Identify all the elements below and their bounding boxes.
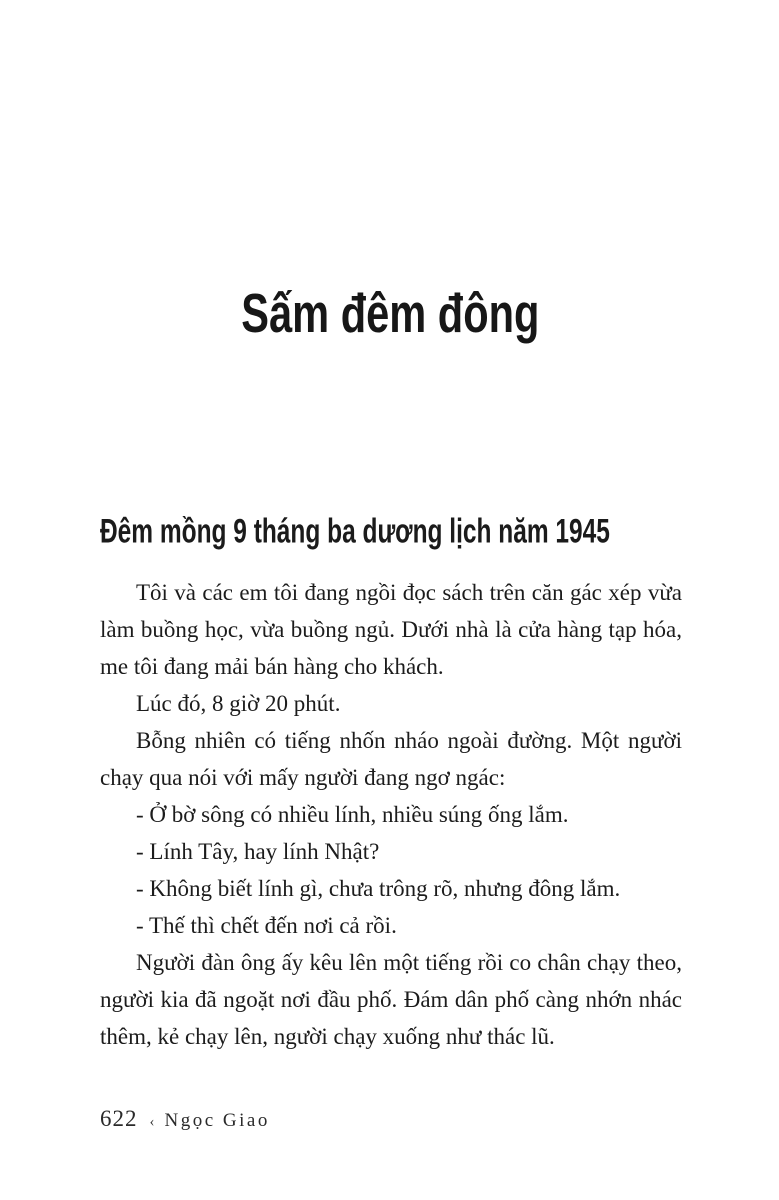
chapter-title: Sấm đêm đông — [240, 283, 540, 345]
dialogue-line: - Không biết lính gì, chưa trông rõ, nhưng đông lắm. — [136, 876, 621, 901]
page-footer — [100, 1106, 682, 1132]
dialogue-line: - Lính Tây, hay lính Nhật? — [136, 839, 380, 864]
body-text — [100, 574, 682, 1055]
chapter-title-block — [98, 282, 682, 345]
paragraph: Người đàn ông ấy kêu lên một tiếng rồi co chân chạy theo, người kia đã ngoặt nơi đầu phố. Đám dân phố càng nhớn nhác thêm, kẻ chạy lên, người chạy xuống như thác lũ. — [100, 950, 682, 1049]
author-name: Ngọc Giao — [164, 1110, 270, 1131]
page-number: 622 — [100, 1106, 138, 1131]
dialogue-line: - Ở bờ sông có nhiều lính, nhiều súng ống lắm. — [136, 802, 569, 827]
section-heading-block — [100, 512, 684, 551]
dialogue-line: - Thế thì chết đến nơi cả rồi. — [136, 913, 397, 938]
paragraph: Tôi và các em tôi đang ngồi đọc sách trên căn gác xép vừa làm buồng học, vừa buồng ngủ. Dưới nhà là cửa hàng tạp hóa, me tôi đang mải bán hàng cho khách. — [100, 580, 682, 679]
paragraph: Bỗng nhiên có tiếng nhốn nháo ngoài đường. Một người chạy qua nói với mấy người đang ngơ ngác: — [100, 728, 682, 790]
section-heading: Đêm mồng 9 tháng ba dương lịch năm 1945 — [100, 512, 610, 551]
paragraph: Lúc đó, 8 giờ 20 phút. — [136, 691, 341, 716]
angle-separator-icon: ‹ — [149, 1114, 155, 1130]
